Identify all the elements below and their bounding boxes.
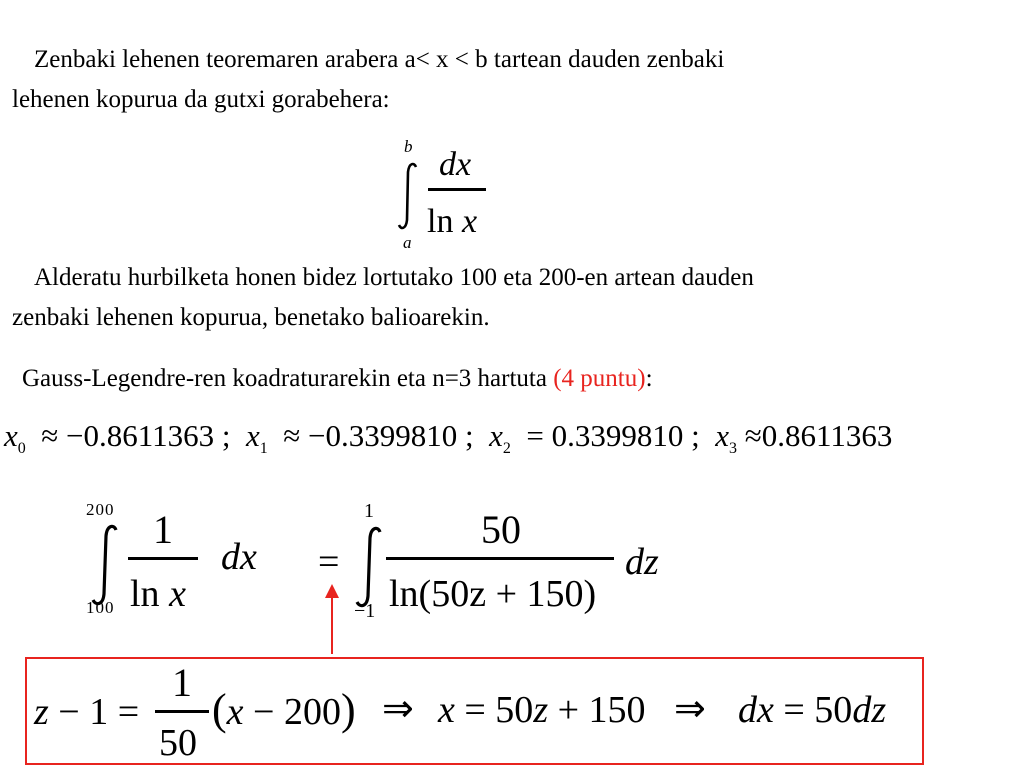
compare-line-2: zenbaki lehenen kopurua, benetako balioarekin. <box>12 304 490 331</box>
gauss-legendre-text: Gauss-Legendre-ren koadraturarekin eta n=3 hartuta (4 puntu): <box>22 365 653 392</box>
node-2: $x_2 = 0.3399810$ ; <box>489 418 700 457</box>
substitution-mid: x = 50z + 150 <box>438 689 646 731</box>
integral2-lower-limit: 100 <box>86 598 115 617</box>
integral3-denominator: ln(50z + 150) <box>389 573 597 615</box>
intro-line-2: lehenen kopurua da gutxi gorabehera: <box>12 86 390 113</box>
substitution-paren: (x − 200) <box>212 685 356 734</box>
integral2-upper-limit: 200 <box>86 500 115 519</box>
integral-lower-limit: a <box>403 233 412 252</box>
integral-sign <box>395 160 421 232</box>
integral2-sign <box>88 522 122 608</box>
integral2-denominator: ln x <box>130 573 186 615</box>
integral2-fraction-bar <box>128 557 198 560</box>
integral3-sign <box>352 524 386 610</box>
integral3-differential: dz <box>625 541 659 583</box>
integral3-lower-limit: −1 <box>354 600 376 622</box>
fraction-bar <box>428 188 486 191</box>
integral-upper-limit: b <box>404 137 413 156</box>
implies-icon-1: ⇒ <box>382 688 414 730</box>
implies-icon-2: ⇒ <box>674 688 706 730</box>
integral-numerator: dx <box>439 146 472 183</box>
integral2-numerator: 1 <box>153 507 173 552</box>
arrow-up-icon <box>320 584 344 656</box>
substitution-frac-num: 1 <box>172 660 192 705</box>
points-label: (4 puntu) <box>553 365 646 392</box>
substitution-rhs: dx = 50dz <box>738 689 887 731</box>
equals-sign: = <box>318 541 340 583</box>
gauss-nodes <box>4 418 893 457</box>
integral2-differential: dx <box>221 536 257 578</box>
substitution-fraction-bar <box>155 710 209 713</box>
node-1: $x_1 \approx -0.3399810$ ; <box>246 418 474 457</box>
intro-line-1: Zenbaki lehenen teoremaren arabera a< x < b tartean dauden zenbaki <box>34 46 725 73</box>
compare-line-1: Alderatu hurbilketa honen bidez lortutako 100 eta 200-en artean dauden <box>34 264 754 291</box>
substitution-lhs: z − 1 = <box>34 691 140 733</box>
integral3-numerator: 50 <box>481 507 521 552</box>
node-0: $x_0 \approx -0.8611363$ ; <box>4 418 231 457</box>
integral-denominator: ln x <box>427 203 478 240</box>
integral3-upper-limit: 1 <box>364 500 374 522</box>
node-3: $x_3 \approx 0.8611363$ <box>715 418 893 457</box>
substitution-frac-den: 50 <box>159 722 197 764</box>
integral3-fraction-bar <box>386 557 614 560</box>
